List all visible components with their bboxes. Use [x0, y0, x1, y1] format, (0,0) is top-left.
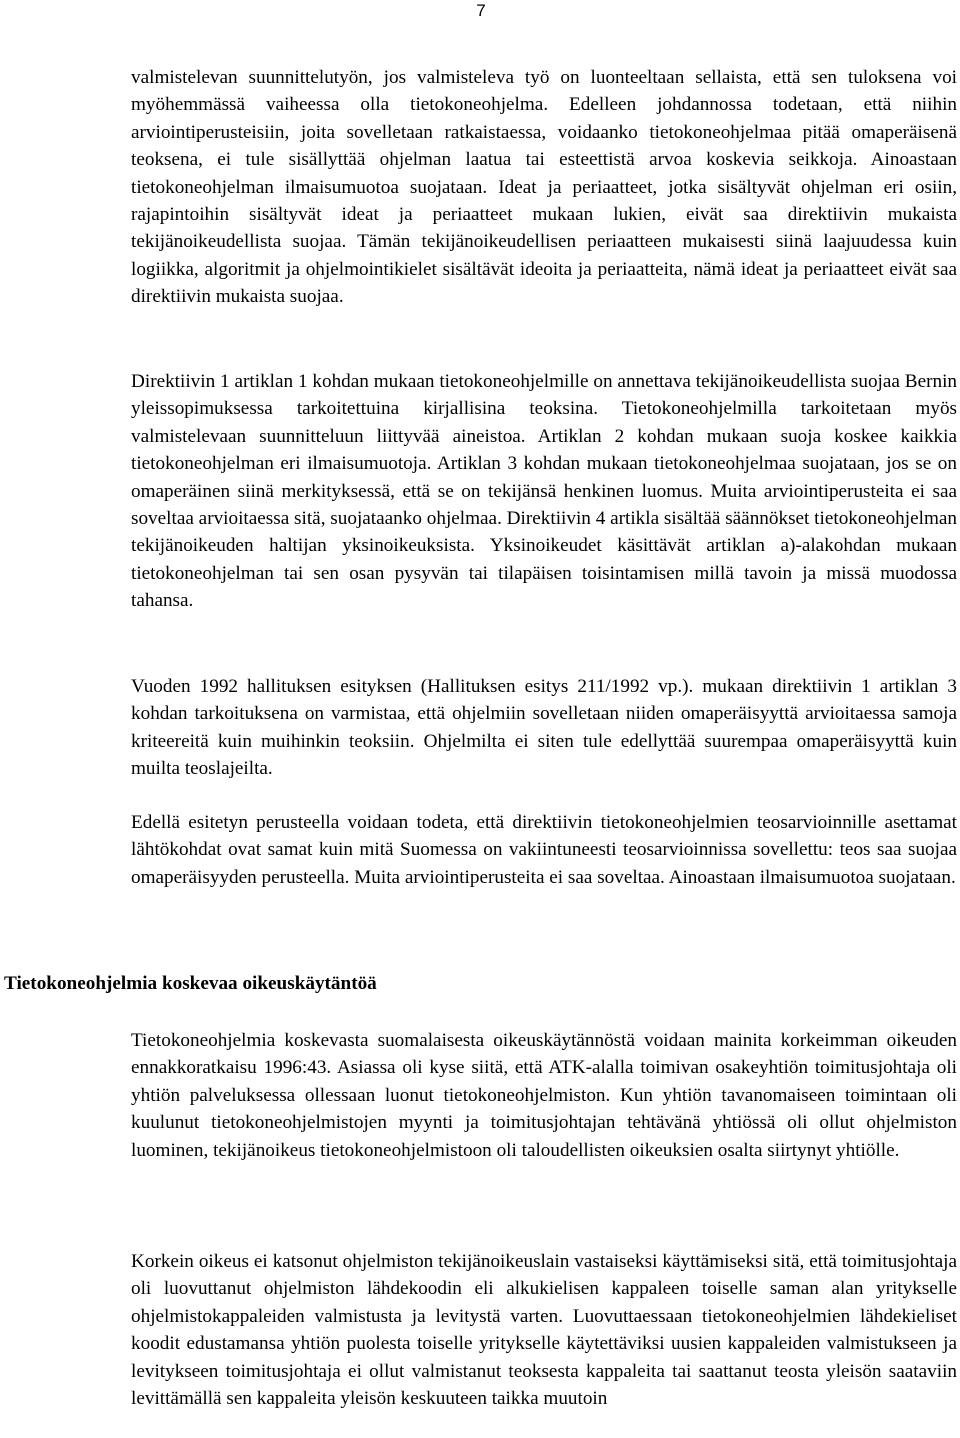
section-heading: Tietokoneohjelmia koskevaa oikeuskäytäntöä — [4, 973, 377, 994]
paragraph-1: valmistelevan suunnittelutyön, jos valmisteleva työ on luonteeltaan sellaista, että sen tuloksena voi myöhemmässä vaiheessa olla tietokoneohjelma. Edelleen johdannossa todetaan, että niihin arviointiperusteisiin, joita sovelletaan ratkaistaessa, voidaanko tietokoneohjelmaa pitää omaperäisenä teoksena, ei tule sisällyttää ohjelman laatua tai esteettistä arvoa koskevia seikkoja. Ainoastaan tietokoneohjelman ilmaisumuotoa suojataan. Ideat ja periaatteet, jotka sisältyvät ohjelman eri osiin, rajapintoihin sisältyvät ideat ja periaatteet mukaan lukien, eivät saa direktiivin mukaista tekijänoikeudellista suojaa. Tämän tekijänoikeudellisen periaatteen mukaisesti siinä laajuudessa kuin logiikka, algoritmit ja ohjelmointikielet sisältävät ideoita ja periaatteita, nämä ideat ja periaatteet eivät saa direktiivin mukaista suojaa. — [131, 67, 957, 308]
paragraph-3: Vuoden 1992 hallituksen esityksen (Hallituksen esitys 211/1992 vp.). mukaan direktiivin 1 artiklan 3 kohdan tarkoituksena on varmistaa, että ohjelmiin sovelletaan niiden omaperäisyyttä arvioitaessa samoja kriteereitä kuin muihinkin teoksiin. Ohjelmilta ei siten tule edellyttää suurempaa omaperäisyyttä kuin muilta teoslajeilta. — [131, 676, 957, 780]
paragraph-4: Edellä esitetyn perusteella voidaan todeta, että direktiivin tietokoneohjelmien teosarvioinnille asettamat lähtökohdat ovat samat kuin mitä Suomessa on vakiintuneesti teosarvioinnissa sovellettu: teos saa suojaa omaperäisyyden perusteella. Muita arviointiperusteita ei saa soveltaa. Ainoastaan ilmaisumuotoa suojataan. — [131, 812, 957, 888]
page-number: 7 — [476, 1, 486, 20]
paragraph-2: Direktiivin 1 artiklan 1 kohdan mukaan tietokoneohjelmille on annettava tekijänoikeudellista suojaa Bernin yleissopimuksessa tarkoitettuina kirjallisina teoksina. Tietokoneohjelmilla tarkoitetaan myös valmistelevaan suunnitteluun liittyvää aineistoa. Artiklan 2 kohdan mukaan suoja koskee kaikkia tietokoneohjelman eri ilmaisumuotoja. Artiklan 3 kohdan mukaan tietokoneohjelmaa suojataan, jos se on omaperäinen siinä merkityksessä, että se on tekijänsä henkinen luomus. Muita arviointiperusteita ei saa soveltaa arvioitaessa sitä, suojataanko ohjelmaa. Direktiivin 4 artikla sisältää säännökset tietokoneohjelman tekijänoikeuden haltijan yksinoikeuksista. Yksinoikeudet käsittävät artiklan a)-alakohdan mukaan tietokoneohjelman tai sen osan pysyvän tai tilapäisen toisintamisen millä tavoin ja missä muodossa tahansa. — [131, 371, 957, 612]
paragraph-5: Tietokoneohjelmia koskevasta suomalaisesta oikeuskäytännöstä voidaan mainita korkeimman oikeuden ennakkoratkaisu 1996:43. Asiassa oli kyse siitä, että ATK-alalla toimivan osakeyhtiön toimitusjohtaja oli yhtiön palveluksessa ollessaan luonut tietokoneohjelmiston. Kun yhtiön tavanomaiseen toimintaan oli kuulunut tietokoneohjelmistojen myynti ja toimitusjohtajan tehtävänä yhtiössä oli ollut ohjelmiston luominen, tekijänoikeus tietokoneohjelmistoon oli taloudellisten oikeuksien osalta siirtynyt yhtiölle. — [131, 1030, 957, 1161]
paragraph-6: Korkein oikeus ei katsonut ohjelmiston tekijänoikeuslain vastaiseksi käyttämiseksi sitä, että toimitusjohtaja oli luovuttanut ohjelmiston lähdekoodin eli alkukielisen kappaleen toiselle saman alan yritykselle ohjelmistokappaleiden valmistusta ja levitystä varten. Luovuttaessaan tietokoneohjelmien lähdekieliset koodit edustamansa yhtiön puolesta toiselle yritykselle käytettäviksi uusien kappaleiden valmistukseen ja levitykseen toimitusjohtaja ei ollut valmistanut teoksesta kappaleita tai saattanut teosta yleisön saataviin levittämällä sen kappaleita yleisön keskuuteen taikka muutoin — [131, 1251, 957, 1410]
